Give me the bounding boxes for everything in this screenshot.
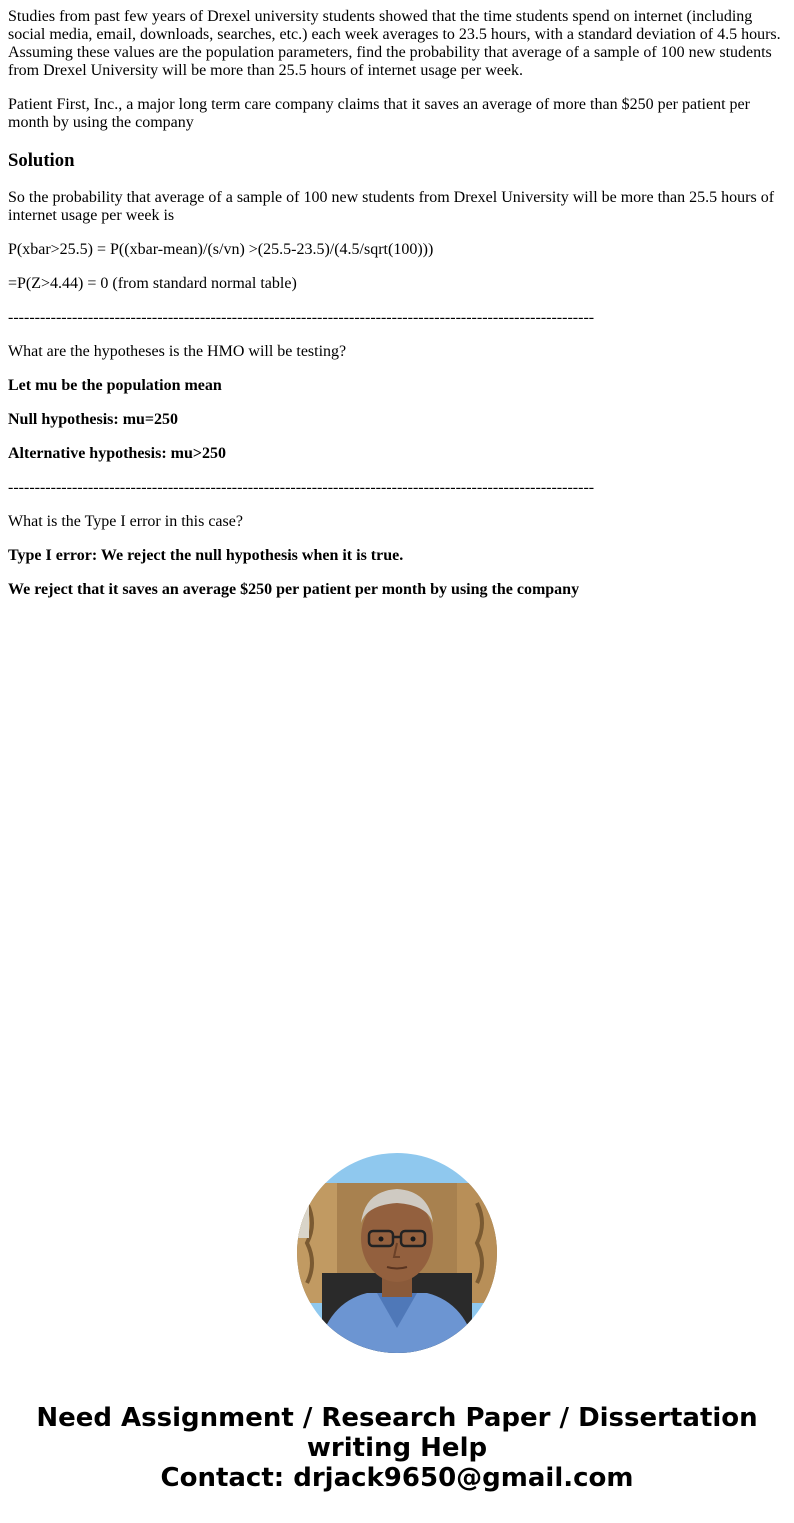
footer-contact-email: Contact: drjack9650@gmail.com — [160, 1463, 634, 1493]
footer-line-2: writing Help — [306, 1433, 488, 1463]
footer-contact-banner — [0, 1403, 794, 1493]
formula-line-1: P(xbar>25.5) = P((xbar-mean)/(s/vn) >(25.5-23.5)/(4.5/sqrt(100))) — [8, 241, 434, 258]
question-paragraph-2: Patient First, Inc., a major long term care company claims that it saves an average of more than $250 per patient per month by using the company — [8, 96, 750, 131]
divider-line-1: -------------------------------------------------------------------------------------------------------------- — [8, 309, 595, 326]
divider-line-2: -------------------------------------------------------------------------------------------------------------- — [8, 479, 595, 496]
type1-context: We reject that it saves an average $250 per patient per month by using the company — [8, 581, 580, 598]
solution-heading: Solution — [8, 150, 75, 171]
avatar-portrait-image — [297, 1153, 497, 1353]
avatar — [297, 1153, 497, 1353]
alternative-hypothesis: Alternative hypothesis: mu>250 — [8, 445, 226, 462]
type1-question: What is the Type I error in this case? — [8, 513, 243, 530]
footer-line-1: Need Assignment / Research Paper / Dissertation — [36, 1403, 758, 1433]
formula-line-2: =P(Z>4.44) = 0 (from standard normal table) — [8, 275, 297, 292]
hypotheses-question: What are the hypotheses is the HMO will be testing? — [8, 343, 347, 360]
population-mean-definition: Let mu be the population mean — [8, 377, 222, 394]
solution-intro: So the probability that average of a sample of 100 new students from Drexel University will be more than 25.5 hours of internet usage per week is — [8, 189, 775, 224]
null-hypothesis: Null hypothesis: mu=250 — [8, 411, 179, 428]
question-paragraph-1: Studies from past few years of Drexel university students showed that the time students spend on internet (including social media, email, downloads, searches, etc.) each week averages to 23.5 hours, with a standard deviation of 4.5 hours. Assuming these values are the population parameters, find the probability that average of a sample of 100 new students from Drexel University will be more than 25.5 hours of internet usage per week. — [8, 8, 781, 79]
document-content — [8, 8, 786, 615]
type1-answer: Type I error: We reject the null hypothesis when it is true. — [8, 547, 404, 564]
